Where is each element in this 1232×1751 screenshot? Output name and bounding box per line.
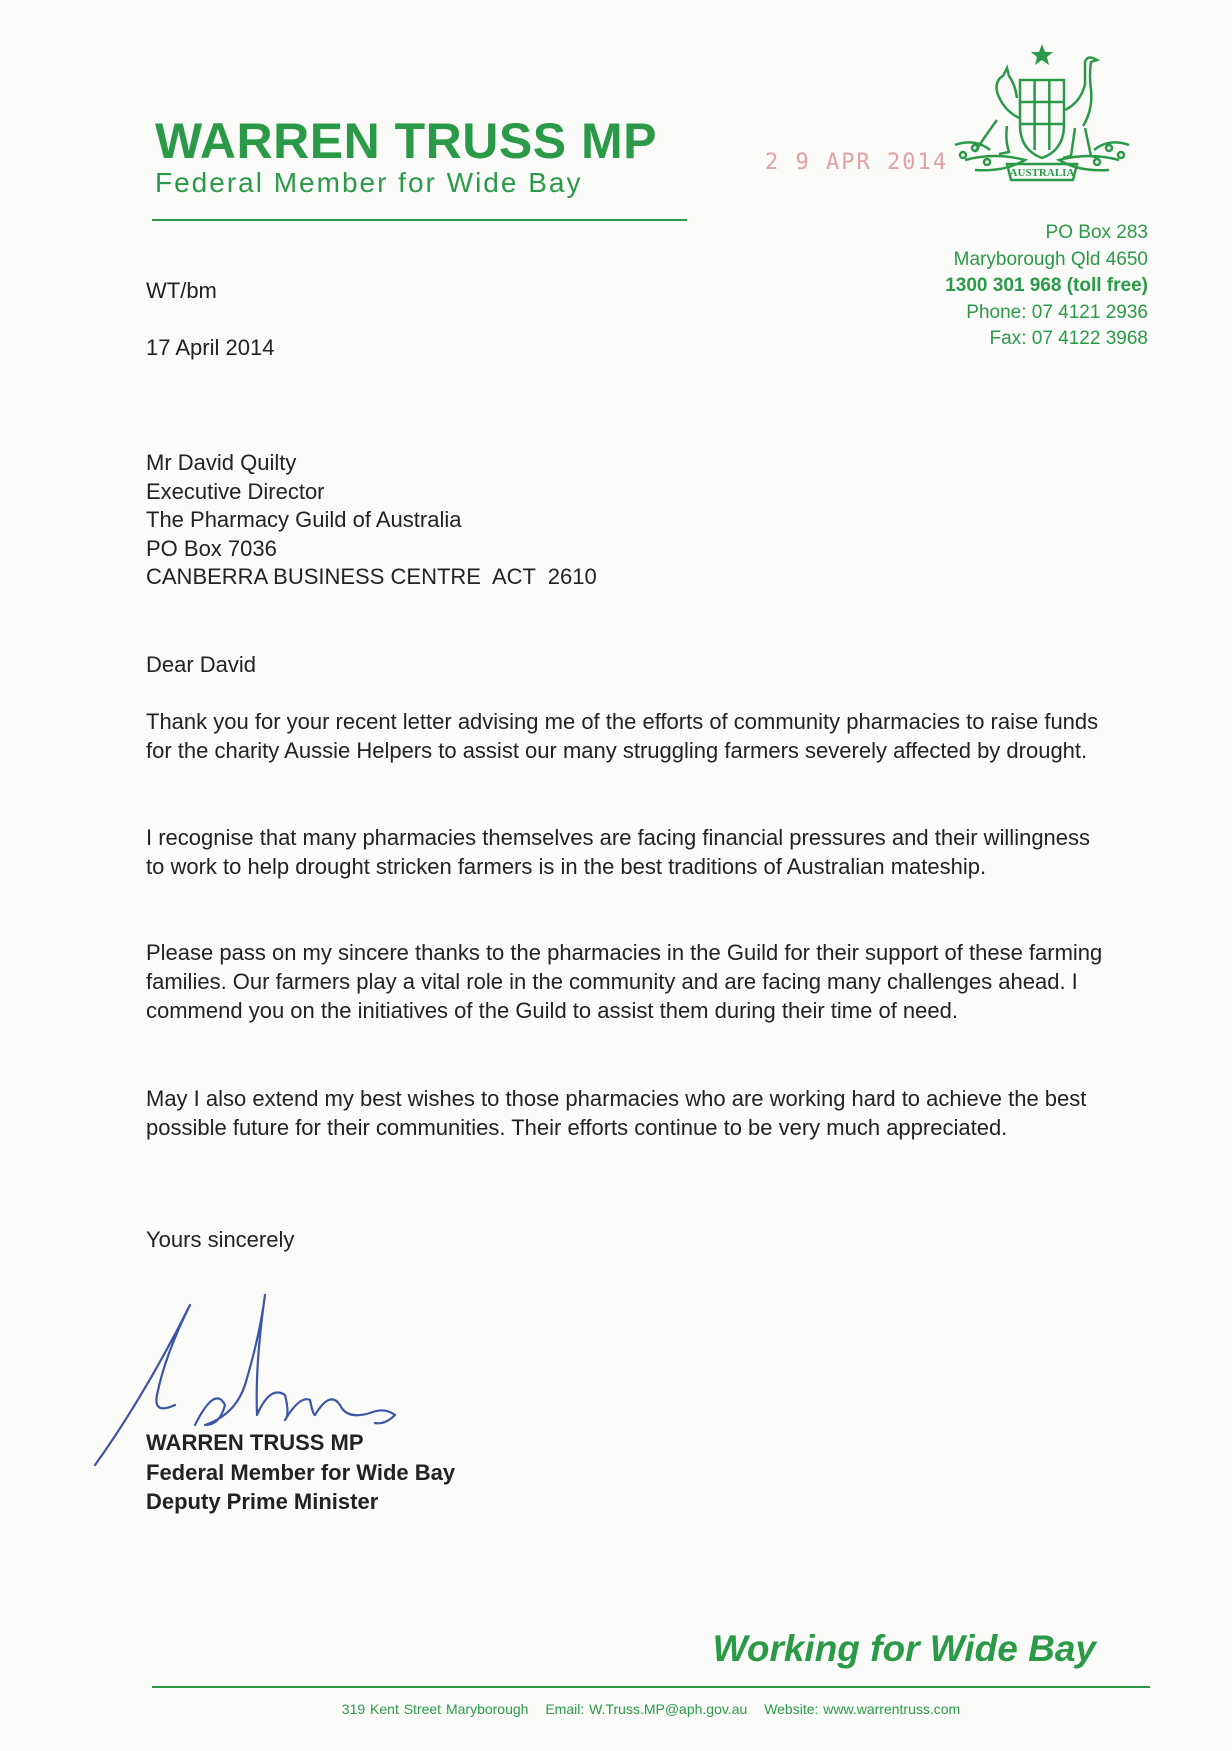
letterhead-rule bbox=[152, 219, 687, 221]
letterhead-contact bbox=[945, 220, 1148, 353]
signatory-name: WARREN TRUSS MP bbox=[146, 1430, 364, 1455]
signatory-title: Federal Member for Wide Bay bbox=[146, 1459, 456, 1485]
recipient-line: CANBERRA BUSINESS CENTRE ACT 2610 bbox=[146, 564, 597, 589]
footer-tagline: Working for Wide Bay bbox=[712, 1628, 1096, 1669]
recipient-address bbox=[146, 449, 597, 592]
body-paragraph: Thank you for your recent letter advising me of the efforts of community pharmacies to raise funds for the charity Aussie Helpers to assist our many struggling farmers severely affected by drought. bbox=[146, 709, 1099, 763]
recipient-line: Executive Director bbox=[146, 478, 325, 504]
salutation: Dear David bbox=[146, 652, 257, 677]
signatory-title: Deputy Prime Minister bbox=[146, 1489, 379, 1514]
letter-date: 17 April 2014 bbox=[146, 335, 275, 360]
body-paragraph: I recognise that many pharmacies themselves are facing financial pressures and their willingness to work to help drought stricken farmers is in the best traditions of Australian mateship. bbox=[146, 825, 1091, 879]
recipient-line: The Pharmacy Guild of Australia bbox=[146, 507, 462, 532]
closing: Yours sincerely bbox=[146, 1227, 295, 1252]
contact-fax: Fax: 07 4122 3968 bbox=[989, 328, 1148, 349]
letter-reference: WT/bm bbox=[146, 278, 217, 303]
received-date-stamp: 2 9 APR 2014 bbox=[765, 150, 948, 175]
coat-of-arms-icon bbox=[935, 40, 1150, 210]
letterhead-subtitle: Federal Member for Wide Bay bbox=[155, 167, 583, 198]
contact-city: Maryborough Qld 4650 bbox=[953, 248, 1148, 270]
contact-toll-free: 1300 301 968 (toll free) bbox=[945, 275, 1148, 296]
footer-rule bbox=[152, 1686, 1150, 1688]
signature-block bbox=[146, 1428, 455, 1517]
footer-address: 319 Kent Street Maryborough bbox=[341, 1701, 529, 1717]
body-paragraph: May I also extend my best wishes to those pharmacies who are working hard to achieve the best possible future for their communities. Their efforts continue to be very much appreciated. bbox=[146, 1086, 1087, 1140]
body-paragraph: Please pass on my sincere thanks to the pharmacies in the Guild for their support of these farming families. Our farmers play a vital role in the community and are facing many challenges ahead. I commend you on the initiatives of the Guild to assist them during their time of need. bbox=[146, 940, 1103, 1023]
recipient-line: Mr David Quilty bbox=[146, 450, 297, 475]
contact-po-box: PO Box 283 bbox=[1045, 222, 1148, 243]
footer-email: Email: W.Truss.MP@aph.gov.au bbox=[545, 1701, 748, 1717]
recipient-line: PO Box 7036 bbox=[146, 535, 277, 561]
footer-contact bbox=[152, 1701, 1150, 1717]
contact-phone: Phone: 07 4121 2936 bbox=[966, 301, 1148, 323]
letterhead-name: WARREN TRUSS MP bbox=[155, 113, 657, 169]
crest-scroll-text: AUSTRALIA bbox=[1009, 167, 1075, 179]
footer-website: Website: www.warrentruss.com bbox=[764, 1701, 961, 1717]
